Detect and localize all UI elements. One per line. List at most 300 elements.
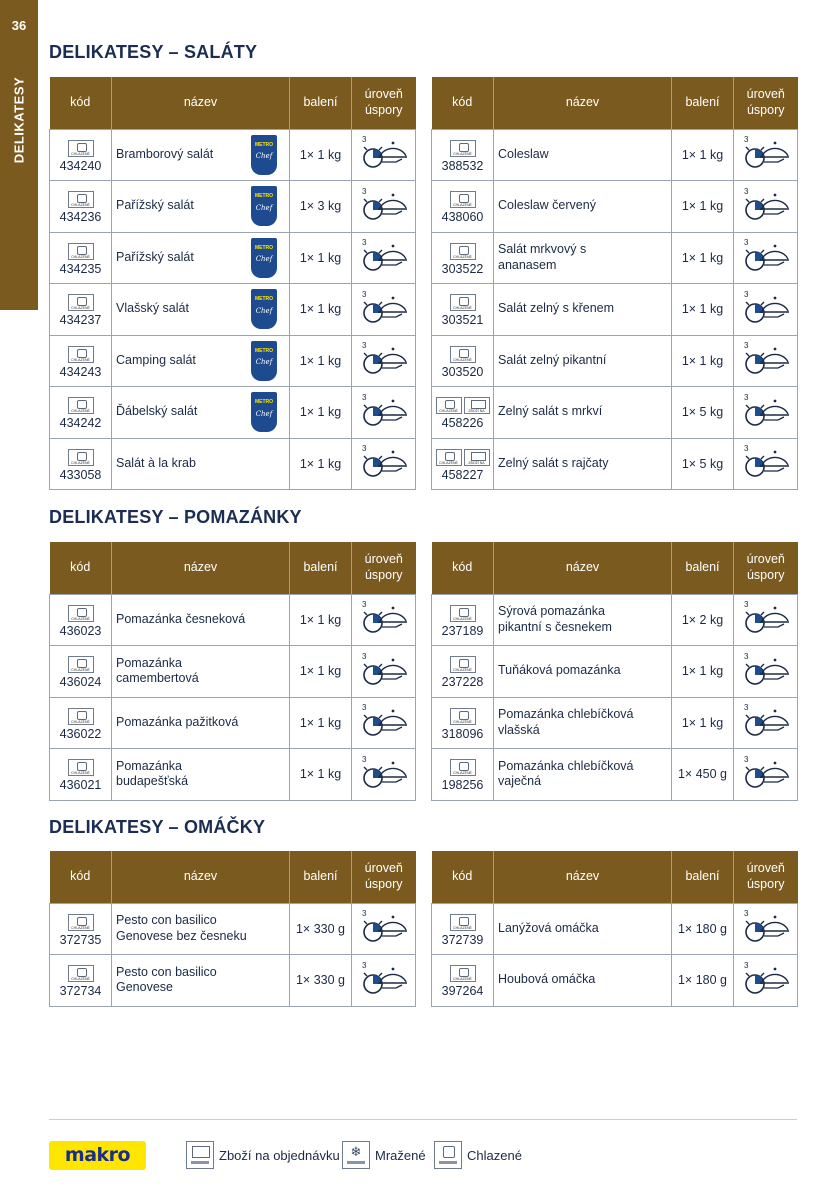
chilled-icon <box>68 965 94 982</box>
svg-text:3: 3 <box>361 651 366 661</box>
code-cell <box>50 284 112 336</box>
savings-level-icon <box>742 754 790 792</box>
svg-text:3: 3 <box>361 444 366 454</box>
table-row <box>432 697 798 749</box>
table-row <box>50 284 416 336</box>
savings-cell <box>734 594 798 646</box>
side-label: DELIKATESY <box>11 76 27 164</box>
legend-frozen-label: Mražené <box>375 1147 426 1163</box>
table-row <box>432 594 798 646</box>
code-cell <box>50 181 112 233</box>
table-row <box>50 903 416 955</box>
name-cell <box>112 181 290 233</box>
header-code: kód <box>432 77 494 129</box>
code-cell <box>50 903 112 955</box>
chilled-icon <box>68 708 94 725</box>
savings-level-icon <box>360 289 408 327</box>
metro-chef-badge: METRO Chef <box>251 135 277 175</box>
table-row <box>50 646 416 698</box>
savings-cell <box>352 129 416 181</box>
product-code: 434235 <box>59 261 102 276</box>
code-cell <box>432 594 494 646</box>
order-icon <box>186 1141 214 1169</box>
svg-text:3: 3 <box>361 754 366 764</box>
savings-level-icon <box>360 134 408 172</box>
table-row <box>50 594 416 646</box>
product-code: 318096 <box>441 726 484 741</box>
chilled-icon <box>68 656 94 673</box>
header-level: úroveň úspory <box>734 542 798 594</box>
footer-divider <box>49 1119 797 1120</box>
product-code: 303522 <box>441 261 484 276</box>
product-pack: 1× 1 kg <box>672 646 734 698</box>
product-pack: 1× 2 kg <box>672 594 734 646</box>
name-cell <box>112 438 290 490</box>
product-pack: 1× 1 kg <box>290 335 352 387</box>
svg-text:3: 3 <box>743 754 748 764</box>
product-code: 372739 <box>441 932 484 947</box>
product-name: Zelný salát s rajčaty <box>498 455 609 470</box>
name-cell <box>494 903 672 955</box>
name-cell <box>112 697 290 749</box>
header-pack: balení <box>290 851 352 903</box>
code-cell <box>50 697 112 749</box>
name-cell <box>112 955 290 1007</box>
header-level: úroveň úspory <box>734 77 798 129</box>
table-row <box>432 646 798 698</box>
table-header <box>50 542 416 594</box>
chilled-icon <box>450 243 476 260</box>
savings-level-icon <box>742 960 790 998</box>
product-name: Pomazánka camembertová <box>116 655 199 686</box>
code-cell <box>432 955 494 1007</box>
metro-chef-badge: METRO Chef <box>251 186 277 226</box>
chilled-icon <box>450 914 476 931</box>
header-code: kód <box>50 77 112 129</box>
table-row <box>432 387 798 439</box>
product-pack: 1× 1 kg <box>290 284 352 336</box>
side-tab <box>0 0 38 310</box>
product-code: 372735 <box>59 932 102 947</box>
savings-cell <box>734 284 798 336</box>
table-row <box>432 903 798 955</box>
product-table <box>431 542 798 801</box>
svg-text:3: 3 <box>743 960 748 970</box>
metro-chef-badge: METRO Chef <box>251 238 277 278</box>
table-row <box>432 232 798 284</box>
snowflake-icon <box>342 1141 370 1169</box>
product-name: Zelný salát s mrkví <box>498 404 603 419</box>
product-table <box>431 851 798 1007</box>
chilled-icon <box>450 191 476 208</box>
code-cell <box>432 903 494 955</box>
header-pack: balení <box>290 542 352 594</box>
table-row <box>50 749 416 801</box>
header-pack: balení <box>290 77 352 129</box>
header-code: kód <box>432 542 494 594</box>
product-code: 436024 <box>59 675 102 690</box>
product-name: Pomazánka chlebíčková vlašská <box>498 707 634 737</box>
header-level: úroveň úspory <box>352 77 416 129</box>
savings-cell <box>352 335 416 387</box>
code-cell <box>432 646 494 698</box>
savings-level-icon <box>360 443 408 481</box>
table-row <box>50 438 416 490</box>
chilled-icon <box>434 1141 462 1169</box>
product-pack: 1× 1 kg <box>290 129 352 181</box>
svg-text:3: 3 <box>743 909 748 919</box>
code-cell <box>50 335 112 387</box>
table-row <box>50 955 416 1007</box>
table-row <box>432 129 798 181</box>
svg-text:3: 3 <box>743 392 748 402</box>
code-cell <box>50 594 112 646</box>
product-pack: 1× 1 kg <box>290 387 352 439</box>
header-name: název <box>494 77 672 129</box>
savings-level-icon <box>742 651 790 689</box>
header-code: kód <box>432 851 494 903</box>
savings-cell <box>734 181 798 233</box>
name-cell <box>112 335 290 387</box>
table-header <box>50 851 416 903</box>
savings-cell <box>734 749 798 801</box>
name-cell <box>112 129 290 181</box>
product-pack: 1× 1 kg <box>672 129 734 181</box>
code-cell <box>432 129 494 181</box>
savings-level-icon <box>742 186 790 224</box>
svg-text:3: 3 <box>743 600 748 610</box>
savings-cell <box>352 181 416 233</box>
savings-level-icon <box>360 651 408 689</box>
header-name: název <box>112 77 290 129</box>
code-cell <box>432 284 494 336</box>
table-row <box>50 232 416 284</box>
savings-level-icon <box>742 392 790 430</box>
product-name: Coleslaw <box>498 146 549 161</box>
name-cell <box>112 284 290 336</box>
svg-text:3: 3 <box>743 444 748 454</box>
product-code: 303521 <box>441 313 484 328</box>
name-cell <box>494 438 672 490</box>
savings-cell <box>352 438 416 490</box>
savings-cell <box>352 594 416 646</box>
savings-cell <box>352 903 416 955</box>
header-level: úroveň úspory <box>352 851 416 903</box>
savings-cell <box>734 697 798 749</box>
name-cell <box>494 232 672 284</box>
header-pack: balení <box>672 851 734 903</box>
name-cell <box>494 284 672 336</box>
savings-level-icon <box>742 237 790 275</box>
table-row <box>432 181 798 233</box>
code-cell <box>50 438 112 490</box>
product-pack: 1× 1 kg <box>672 284 734 336</box>
product-code: 303520 <box>441 364 484 379</box>
legend-frozen <box>342 1141 426 1169</box>
product-code: 237189 <box>441 623 484 638</box>
header-name: název <box>112 542 290 594</box>
chilled-icon <box>436 449 462 466</box>
product-code: 438060 <box>441 210 484 225</box>
chilled-icon <box>68 243 94 260</box>
chilled-icon <box>450 294 476 311</box>
product-table <box>49 851 416 1007</box>
savings-level-icon <box>360 237 408 275</box>
chilled-icon <box>450 346 476 363</box>
header-pack: balení <box>672 77 734 129</box>
code-cell <box>50 646 112 698</box>
table-row <box>50 387 416 439</box>
savings-level-icon <box>742 599 790 637</box>
name-cell <box>112 749 290 801</box>
table-row <box>432 955 798 1007</box>
product-code: 434236 <box>59 210 102 225</box>
savings-level-icon <box>360 960 408 998</box>
makro-logo: makro <box>49 1141 146 1170</box>
table-row <box>432 284 798 336</box>
savings-cell <box>352 646 416 698</box>
savings-level-icon <box>360 754 408 792</box>
product-code: 458227 <box>441 467 484 482</box>
product-pack: 1× 1 kg <box>672 232 734 284</box>
savings-cell <box>734 335 798 387</box>
header-level: úroveň úspory <box>352 542 416 594</box>
product-pack: 1× 1 kg <box>672 335 734 387</box>
savings-cell <box>734 129 798 181</box>
savings-cell <box>734 955 798 1007</box>
name-cell <box>494 749 672 801</box>
product-pack: 1× 180 g <box>672 903 734 955</box>
table-header <box>432 77 798 129</box>
name-cell <box>494 181 672 233</box>
code-cell <box>432 697 494 749</box>
product-pack: 1× 450 g <box>672 749 734 801</box>
svg-text:3: 3 <box>743 289 748 299</box>
name-cell <box>112 646 290 698</box>
savings-cell <box>352 387 416 439</box>
product-code: 436022 <box>59 726 102 741</box>
product-name: Pesto con basilico Genovese bez česneku <box>116 913 247 943</box>
svg-text:3: 3 <box>361 289 366 299</box>
product-pack: 1× 1 kg <box>290 594 352 646</box>
header-level: úroveň úspory <box>734 851 798 903</box>
product-name: Salát zelný pikantní <box>498 352 607 367</box>
svg-text:3: 3 <box>743 186 748 196</box>
name-cell <box>112 903 290 955</box>
header-name: název <box>494 851 672 903</box>
code-cell <box>50 129 112 181</box>
section-title-salaty: DELIKATESY – SALÁTY <box>49 42 258 62</box>
code-cell <box>50 232 112 284</box>
savings-level-icon <box>742 134 790 172</box>
chilled-icon <box>68 397 94 414</box>
svg-text:3: 3 <box>361 600 366 610</box>
name-cell <box>112 594 290 646</box>
name-cell <box>494 955 672 1007</box>
product-code: 388532 <box>441 158 484 173</box>
product-name: Coleslaw červený <box>498 198 596 213</box>
product-code: 198256 <box>441 778 484 793</box>
table-row <box>432 749 798 801</box>
chilled-icon <box>68 449 94 466</box>
product-name: Houbová omáčka <box>498 972 596 987</box>
table-row <box>50 335 416 387</box>
product-code: 372734 <box>59 984 102 999</box>
product-pack: 1× 1 kg <box>290 697 352 749</box>
table-header <box>432 542 798 594</box>
product-pack: 1× 1 kg <box>672 181 734 233</box>
svg-text:3: 3 <box>361 238 366 248</box>
savings-cell <box>734 232 798 284</box>
savings-level-icon <box>742 702 790 740</box>
savings-level-icon <box>742 289 790 327</box>
table-row <box>432 335 798 387</box>
product-name: Pomazánka česneková <box>116 611 246 626</box>
product-code: 434242 <box>59 416 102 431</box>
savings-cell <box>352 284 416 336</box>
legend-chilled <box>434 1141 522 1169</box>
chilled-icon <box>450 140 476 157</box>
product-code: 434240 <box>59 158 102 173</box>
savings-level-icon <box>360 599 408 637</box>
product-name: Pomazánka chlebíčková vaječná <box>498 758 634 789</box>
page-number: 36 <box>11 18 27 33</box>
name-cell <box>494 335 672 387</box>
name-cell <box>494 646 672 698</box>
chilled-icon <box>68 140 94 157</box>
svg-text:3: 3 <box>743 135 748 145</box>
chilled-icon <box>450 605 476 622</box>
savings-level-icon <box>360 392 408 430</box>
product-pack: 1× 3 kg <box>290 181 352 233</box>
chilled-icon <box>68 914 94 931</box>
header-code: kód <box>50 542 112 594</box>
product-name: Salát à la krab <box>116 455 196 470</box>
product-pack: 1× 180 g <box>672 955 734 1007</box>
legend-order-label: Zboží na objednávku <box>219 1147 340 1163</box>
metro-chef-badge: METRO Chef <box>251 392 277 432</box>
order-icon <box>464 397 490 414</box>
chilled-icon <box>68 294 94 311</box>
product-name: Pařížský salát <box>116 198 194 213</box>
savings-cell <box>734 903 798 955</box>
product-table <box>431 77 798 490</box>
code-cell <box>432 335 494 387</box>
product-pack: 1× 1 kg <box>290 438 352 490</box>
product-pack: 1× 330 g <box>290 903 352 955</box>
savings-cell <box>734 387 798 439</box>
product-code: 458226 <box>441 416 484 431</box>
svg-text:3: 3 <box>361 341 366 351</box>
savings-level-icon <box>360 908 408 946</box>
savings-level-icon <box>360 186 408 224</box>
product-name: Ďábelský salát <box>116 404 198 419</box>
svg-text:3: 3 <box>743 651 748 661</box>
product-code: 433058 <box>59 467 102 482</box>
name-cell <box>494 387 672 439</box>
metro-chef-badge: METRO Chef <box>251 289 277 329</box>
product-pack: 1× 1 kg <box>290 232 352 284</box>
product-name: Pařížský salát <box>116 249 194 264</box>
code-cell <box>50 387 112 439</box>
chilled-icon <box>436 397 462 414</box>
product-name: Pomazánka pažitková <box>116 714 239 729</box>
header-pack: balení <box>672 542 734 594</box>
product-pack: 1× 330 g <box>290 955 352 1007</box>
table-header <box>50 77 416 129</box>
table-row <box>50 181 416 233</box>
savings-level-icon <box>742 908 790 946</box>
product-pack: 1× 5 kg <box>672 438 734 490</box>
savings-cell <box>734 646 798 698</box>
svg-text:3: 3 <box>361 703 366 713</box>
metro-chef-badge: METRO Chef <box>251 341 277 381</box>
savings-level-icon <box>742 340 790 378</box>
legend-chilled-label: Chlazené <box>467 1147 522 1163</box>
savings-level-icon <box>742 443 790 481</box>
product-pack: 1× 1 kg <box>290 646 352 698</box>
product-name: Camping salát <box>116 352 196 367</box>
svg-text:3: 3 <box>361 392 366 402</box>
table-row <box>432 438 798 490</box>
code-cell <box>432 232 494 284</box>
header-name: název <box>112 851 290 903</box>
name-cell <box>494 129 672 181</box>
product-pack: 1× 5 kg <box>672 387 734 439</box>
section-title-pomazanky: DELIKATESY – POMAZÁNKY <box>49 507 302 527</box>
product-name: Pesto con basilico Genovese <box>116 964 217 995</box>
chilled-icon <box>450 656 476 673</box>
name-cell <box>112 387 290 439</box>
svg-text:3: 3 <box>361 135 366 145</box>
savings-level-icon <box>360 340 408 378</box>
svg-text:3: 3 <box>743 238 748 248</box>
product-pack: 1× 1 kg <box>290 749 352 801</box>
header-code: kód <box>50 851 112 903</box>
name-cell <box>494 697 672 749</box>
name-cell <box>112 232 290 284</box>
chilled-icon <box>450 759 476 776</box>
code-cell <box>50 749 112 801</box>
svg-text:3: 3 <box>743 341 748 351</box>
product-pack: 1× 1 kg <box>672 697 734 749</box>
savings-cell <box>352 955 416 1007</box>
product-name: Salát zelný s křenem <box>498 301 615 316</box>
product-code: 436021 <box>59 778 102 793</box>
code-cell <box>432 438 494 490</box>
chilled-icon <box>450 965 476 982</box>
product-table <box>49 77 416 490</box>
chilled-icon <box>68 759 94 776</box>
legend-order <box>186 1141 340 1169</box>
order-icon <box>464 449 490 466</box>
product-name: Tuňáková pomazánka <box>498 663 621 678</box>
product-code: 434243 <box>59 364 102 379</box>
product-code: 436023 <box>59 623 102 638</box>
code-cell <box>50 955 112 1007</box>
product-code: 237228 <box>441 675 484 690</box>
chilled-icon <box>68 346 94 363</box>
product-name: Vlašský salát <box>116 301 189 316</box>
svg-text:3: 3 <box>361 909 366 919</box>
savings-cell <box>352 697 416 749</box>
product-name: Salát mrkvový s ananasem <box>498 242 587 272</box>
product-name: Lanýžová omáčka <box>498 920 599 935</box>
chilled-icon <box>68 191 94 208</box>
savings-cell <box>352 232 416 284</box>
product-code: 434237 <box>59 313 102 328</box>
savings-level-icon <box>360 702 408 740</box>
